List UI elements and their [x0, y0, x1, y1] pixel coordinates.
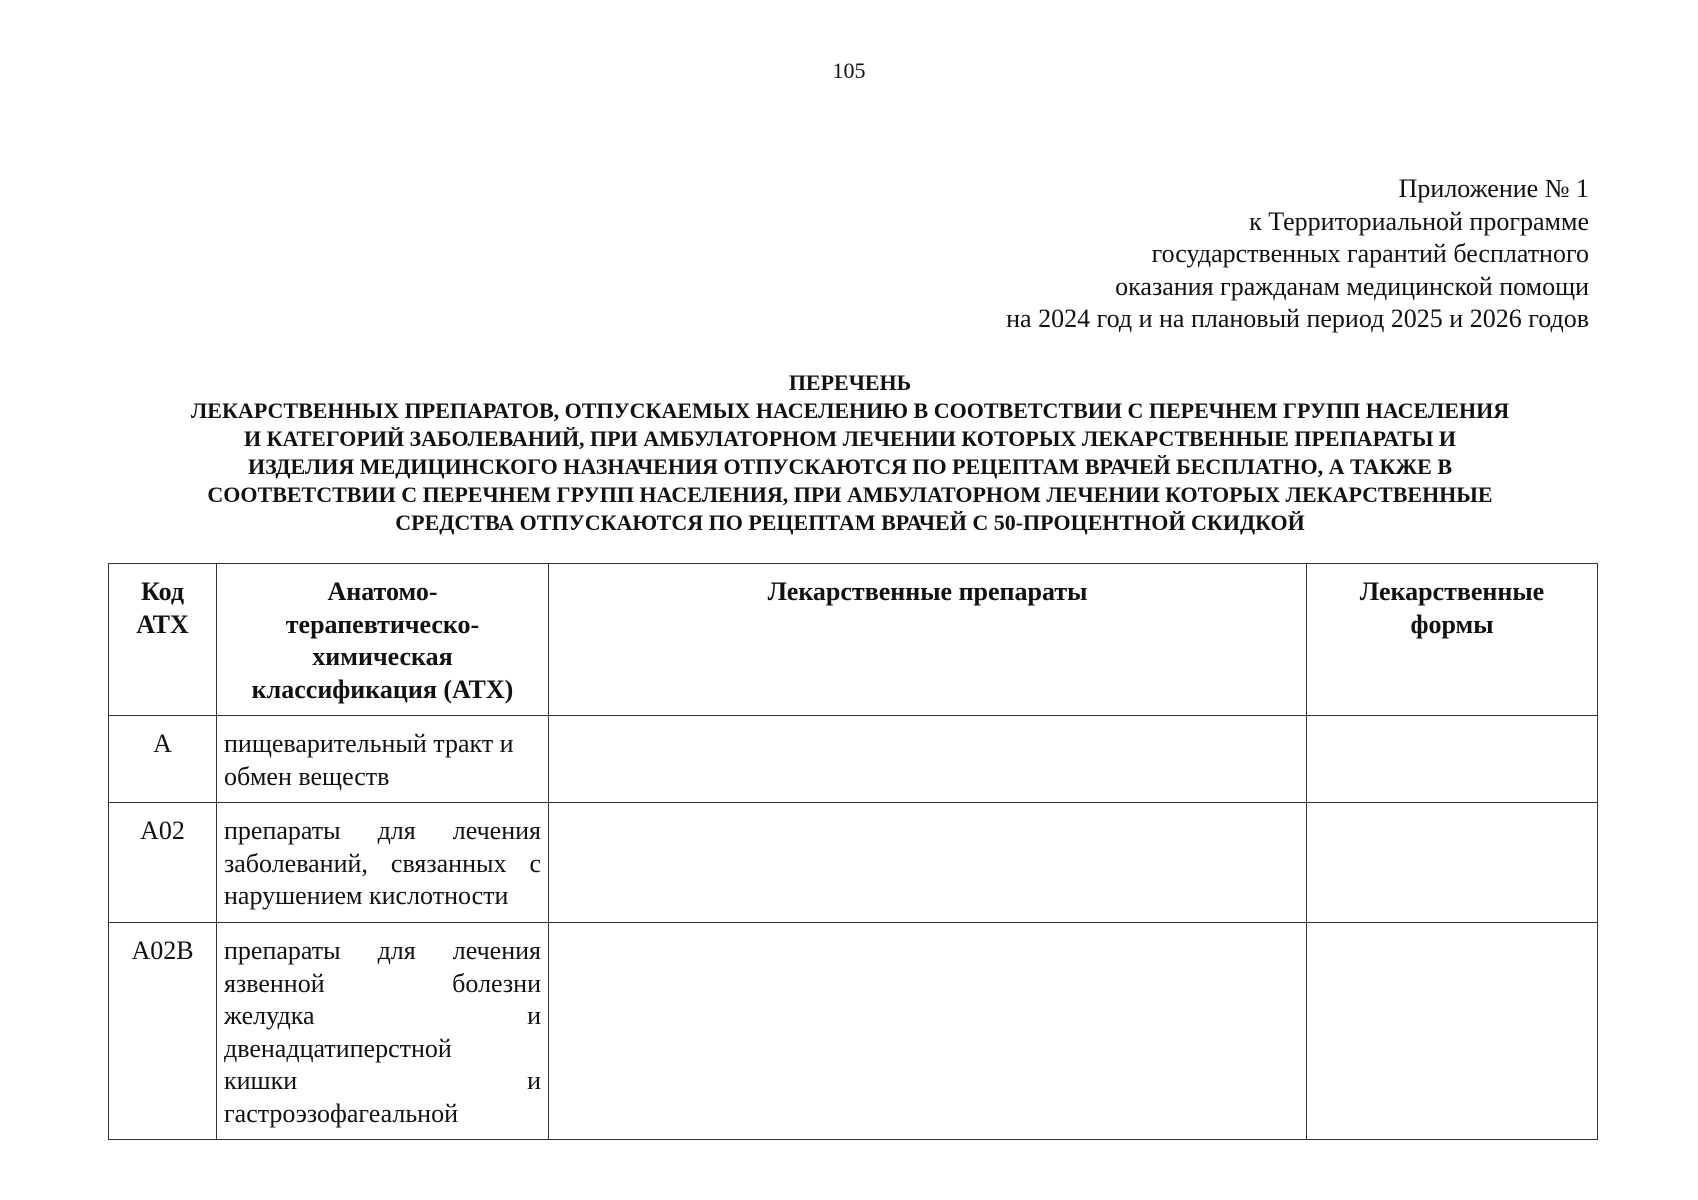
title-line: ЛЕКАРСТВЕННЫХ ПРЕПАРАТОВ, ОТПУСКАЕМЫХ НАСЕЛЕНИЮ В СООТВЕТСТВИИ С ПЕРЕЧНЕМ ГРУПП НАСЕЛЕНИЯ: [190, 398, 1510, 423]
table-row: [109, 923, 1598, 1140]
table-header-row: [109, 564, 1598, 716]
cell-forms: [1307, 803, 1598, 923]
page-number: 105: [832, 58, 866, 83]
atx-line: желудка и: [224, 1001, 541, 1030]
atx-line: препараты для лечения: [224, 936, 541, 965]
title-line: ПЕРЕЧЕНЬ: [788, 370, 912, 395]
annex-line: Приложение № 1: [1398, 174, 1589, 203]
annex-block: [1006, 173, 1589, 336]
atx-line: заболеваний, связанных с: [224, 848, 541, 878]
cell-atx: [217, 803, 549, 923]
cell-drugs: [549, 803, 1307, 923]
title-line: И КАТЕГОРИЙ ЗАБОЛЕВАНИЙ, ПРИ АМБУЛАТОРНОМ ЛЕЧЕНИИ КОТОРЫХ ЛЕКАРСТВЕННЫЕ ПРЕПАРАТЫ И: [243, 426, 1457, 451]
annex-line: к Территориальной программе: [1249, 206, 1589, 236]
document-title: [100, 369, 1600, 537]
header-forms-line: формы: [1410, 609, 1494, 639]
table-row: [109, 716, 1598, 803]
table-row: [109, 803, 1598, 923]
atx-line: язвенной болезни: [224, 968, 541, 998]
header-atx-line: классификация (АТХ): [251, 674, 514, 704]
cell-atx: [217, 923, 549, 1140]
atx-line: пищеварительный тракт и: [224, 729, 514, 758]
atx-line: препараты для лечения: [224, 816, 541, 845]
atx-line: нарушением кислотности: [224, 881, 509, 910]
cell-drugs: [549, 716, 1307, 803]
cell-code: A02B: [109, 923, 217, 1140]
header-atx-line: Анатомо-: [327, 577, 438, 606]
header-atx: [217, 564, 549, 716]
header-drugs: Лекарственные препараты: [549, 564, 1307, 716]
title-line: СРЕДСТВА ОТПУСКАЮТСЯ ПО РЕЦЕПТАМ ВРАЧЕЙ С 50-ПРОЦЕНТНОЙ СКИДКОЙ: [395, 510, 1305, 535]
cell-drugs: [549, 923, 1307, 1140]
header-atx-line: терапевтическо-: [285, 609, 480, 639]
annex-line: государственных гарантий бесплатного: [1151, 239, 1589, 268]
atx-line: кишки и: [224, 1066, 541, 1095]
header-code-line: Код: [141, 577, 184, 606]
cell-code: A: [109, 716, 217, 803]
title-line: ИЗДЕЛИЯ МЕДИЦИНСКОГО НАЗНАЧЕНИЯ ОТПУСКАЮТСЯ ПО РЕЦЕПТАМ ВРАЧЕЙ БЕСПЛАТНО, А ТАКЖЕ В: [248, 454, 1452, 479]
atx-line: обмен веществ: [224, 761, 390, 791]
cell-forms: [1307, 923, 1598, 1140]
header-code: [109, 564, 217, 716]
header-forms-line: Лекарственные: [1359, 577, 1545, 606]
header-forms: [1307, 564, 1598, 716]
atx-line: гастроэзофагеальной: [224, 1098, 459, 1128]
annex-line: оказания гражданам медицинской помощи: [1115, 271, 1589, 301]
drugs-table: [108, 563, 1598, 1140]
atx-line: двенадцатиперстной: [224, 1033, 452, 1063]
title-line: СООТВЕТСТВИИ С ПЕРЕЧНЕМ ГРУПП НАСЕЛЕНИЯ, ПРИ АМБУЛАТОРНОМ ЛЕЧЕНИИ КОТОРЫХ ЛЕКАРСТВЕННЫЕ: [207, 482, 1493, 507]
annex-line: на 2024 год и на плановый период 2025 и 2026 годов: [1006, 304, 1589, 333]
header-code-line: АТХ: [136, 609, 189, 639]
cell-forms: [1307, 716, 1598, 803]
cell-atx: [217, 716, 549, 803]
cell-code: A02: [109, 803, 217, 923]
header-atx-line: химическая: [312, 642, 453, 671]
